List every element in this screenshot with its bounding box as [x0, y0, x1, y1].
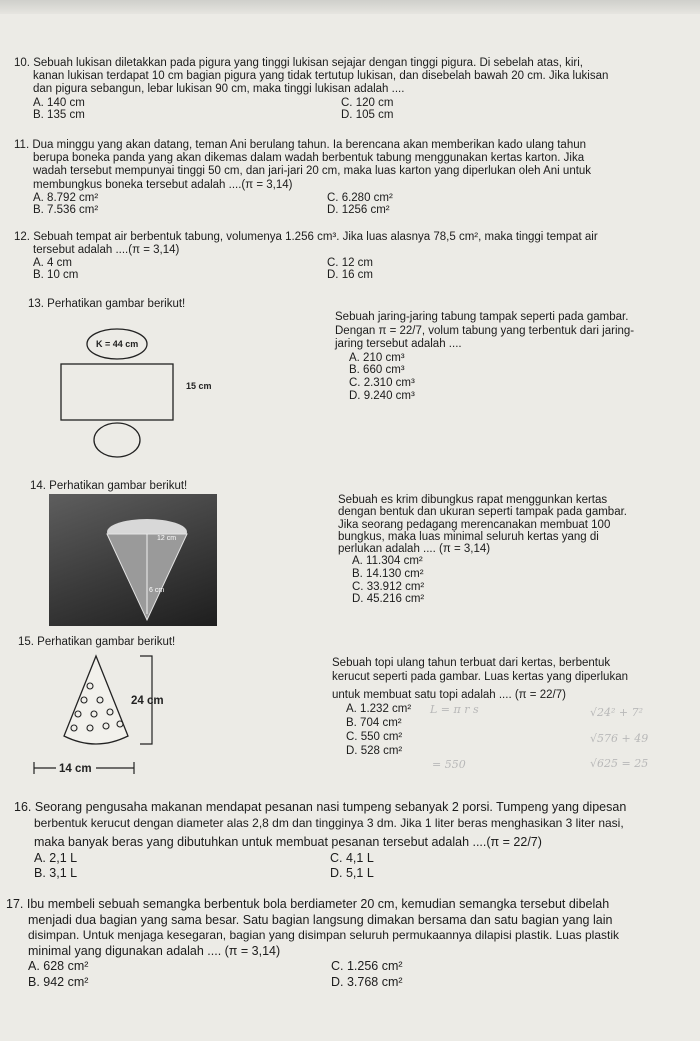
net-rectangle [61, 364, 173, 420]
cone-height-label: 12 cm [157, 535, 177, 542]
net-label-circumference: K = 44 cm [96, 339, 139, 349]
question-13-option-d[interactable]: D. 9.240 cm³ [349, 389, 415, 402]
handwritten-sqrt-1: √24² + 7² [590, 706, 644, 719]
question-13-line-1: Sebuah jaring-jaring tabung tampak seperti pada gambar. [335, 311, 629, 323]
question-13-option-b[interactable]: B. 660 cm³ [349, 364, 405, 377]
question-14-title: 14. Perhatikan gambar berikut! [30, 480, 188, 492]
question-14-line-1: Sebuah es krim dibungkus rapat menggunkan kertas [338, 494, 608, 506]
option-a[interactable]: A. 628 cm² [28, 959, 89, 973]
option-a[interactable]: A. 8.792 cm² [33, 191, 99, 204]
option-b[interactable]: B. 942 cm² [28, 975, 89, 989]
question-12 [14, 231, 696, 283]
option-c[interactable]: C. 6.280 cm² [327, 191, 393, 204]
question-10-line-1: 10. Sebuah lukisan diletakkan pada pigura yang tinggi lukisan sejajar dengan tinggi pigura. Di sebelah atas, kiri, [14, 57, 584, 69]
hat-diameter-label: 14 cm [59, 763, 92, 775]
option-a[interactable]: A. 4 cm [33, 257, 72, 270]
option-b[interactable]: B. 7.536 cm² [33, 203, 99, 216]
question-15-option-a[interactable]: A. 1.232 cm² [346, 703, 412, 715]
question-15-line-3: untuk membuat satu topi adalah .... (π = 22/7) [332, 689, 566, 701]
option-a[interactable]: A. 140 cm [33, 96, 85, 109]
option-b[interactable]: B. 3,1 L [34, 865, 78, 880]
question-14-option-a[interactable]: A. 11.304 cm² [352, 555, 423, 568]
question-11-line-3: wadah tersebut mempunyai tinggi 50 cm, dan jari-jari 20 cm, maka luas karton yang diperlukan oleh Ani untuk [33, 165, 592, 178]
question-14-option-b[interactable]: B. 14.130 cm² [352, 568, 424, 581]
ice-cream-cone-drawing [49, 494, 217, 626]
question-13-title: 13. Perhatikan gambar berikut! [28, 298, 186, 310]
question-10-line-3: dan pigura sebangun, lebar lukisan 90 cm, maka tinggi lukisan adalah .... [33, 83, 405, 96]
question-17-line-3: disimpan. Untuk menjaga kesegaran, bagian yang disimpan seluruh permukaannya dilapisi plastik. Luas plastik [28, 928, 620, 942]
question-16-line-1: 16. Seorang pengusaha makanan mendapat pesanan nasi tumpeng sebanyak 2 porsi. Tumpeng yang dipesan [14, 800, 627, 814]
question-14-heading [30, 480, 187, 493]
question-16-options [14, 851, 698, 883]
question-14-option-d[interactable]: D. 45.216 cm² [352, 593, 425, 606]
question-15-title: 15. Perhatikan gambar berikut! [18, 636, 176, 648]
question-17-options [6, 959, 698, 991]
question-11-line-2: berupa boneka panda yang akan dikemas dalam wadah berbentuk tabung menggunakan kertas karton. Jika [33, 152, 585, 165]
cylinder-net-figure [55, 328, 245, 478]
ice-cream-photo [49, 494, 217, 626]
question-12-options [14, 257, 696, 283]
party-hat-figure [28, 648, 198, 778]
question-14-body [338, 494, 696, 606]
question-17-line-4: minimal yang digunakan adalah .... (π = 3,14) [28, 943, 281, 958]
option-b[interactable]: B. 135 cm [33, 108, 85, 121]
question-13-option-a[interactable]: A. 210 cm³ [349, 351, 405, 364]
option-c[interactable]: C. 12 cm [327, 257, 374, 270]
question-13-line-2: Dengan π = 22/7, volum tabung yang terbentuk dari jaring- [335, 324, 635, 337]
question-15-option-b[interactable]: B. 704 cm² [346, 717, 402, 729]
question-16 [14, 800, 698, 883]
question-13-line-3: jaring tersebut adalah .... [335, 338, 462, 351]
cone-radius-label: 6 cm [149, 587, 165, 594]
option-b[interactable]: B. 10 cm [33, 269, 79, 282]
question-14-line-2: dengan bentuk dan ukuran seperti tampak pada gambar. [338, 506, 627, 519]
question-15-line-1: Sebuah topi ulang tahun terbuat dari kertas, berbentuk [332, 657, 611, 669]
question-11-options [14, 192, 696, 218]
question-17-line-1: 17. Ibu membeli sebuah semangka berbentuk bola berdiameter 20 cm, kemudian semangka tersebut dibelah [6, 897, 610, 911]
hat-height-label: 24 cm [131, 695, 164, 707]
question-15-option-c[interactable]: C. 550 cm² [346, 731, 403, 743]
option-a[interactable]: A. 2,1 L [34, 850, 78, 865]
handwritten-result: = 550 [432, 758, 466, 771]
option-c[interactable]: C. 1.256 cm² [331, 959, 403, 973]
question-16-line-2: berbentuk kerucut dengan diameter alas 2,8 dm dan tingginya 3 dm. Jika 1 liter beras menghasikan 3 liter nasi, [34, 815, 624, 830]
option-d[interactable]: D. 1256 cm² [327, 203, 390, 216]
option-c[interactable]: C. 4,1 L [330, 850, 374, 865]
option-d[interactable]: D. 105 cm [341, 108, 394, 121]
handwritten-sqrt-2: √576 + 49 [590, 732, 649, 745]
option-d[interactable]: D. 3.768 cm² [331, 975, 403, 989]
question-13-body [335, 311, 695, 402]
net-bottom-circle [94, 423, 140, 457]
option-d[interactable]: D. 5,1 L [330, 865, 374, 880]
question-12-line-1: 12. Sebuah tempat air berbentuk tabung, volumenya 1.256 cm³. Jika luas alasnya 78,5 cm², maka tinggi tempat air [14, 231, 598, 243]
question-10-line-2: kanan lukisan terdapat 10 cm bagian pigura yang tidak tertutup lukisan, dan disebelah bawah 20 cm. Jika lukisan [33, 70, 609, 83]
question-17-line-2: menjadi dua bagian yang sama besar. Satu bagian langsung dimakan bersama dan satu bagian yang lain [28, 912, 613, 927]
question-10-options [14, 97, 694, 123]
net-label-height: 15 cm [186, 381, 212, 391]
question-13-heading [28, 298, 185, 311]
question-14-option-c[interactable]: C. 33.912 cm² [352, 580, 425, 593]
question-10 [14, 57, 694, 123]
handwritten-formula: L = π r s [430, 703, 479, 716]
question-11-line-1: 11. Dua minggu yang akan datang, teman Ani berulang tahun. Ia berencana akan memberikan kado ulang tahun [14, 139, 587, 151]
handwritten-sqrt-3: √625 = 25 [590, 757, 649, 770]
question-14-line-5: perlukan adalah .... (π = 3,14) [338, 543, 491, 556]
option-d[interactable]: D. 16 cm [327, 269, 374, 282]
question-11 [14, 139, 696, 218]
question-13-option-c[interactable]: C. 2.310 cm³ [349, 376, 415, 389]
question-15-option-d[interactable]: D. 528 cm² [346, 745, 403, 757]
question-17 [6, 897, 698, 991]
question-15-line-2: kerucut seperti pada gambar. Luas kertas yang diperlukan [332, 671, 628, 683]
question-14-line-3: Jika seorang pedagang merencanakan membuat 100 [338, 518, 611, 531]
question-12-line-2: tersebut adalah ....(π = 3,14) [33, 244, 180, 257]
question-14-line-4: bungkus, maka luas minimal seluruh kertas yang di [338, 530, 599, 543]
option-c[interactable]: C. 120 cm [341, 96, 394, 109]
question-11-line-4: membungkus boneka tersebut adalah ....(π = 3,14) [33, 178, 293, 191]
question-16-line-3: maka banyak beras yang dibutuhkan untuk membuat pesanan tersebut adalah ....(π = 22/7) [34, 835, 542, 849]
